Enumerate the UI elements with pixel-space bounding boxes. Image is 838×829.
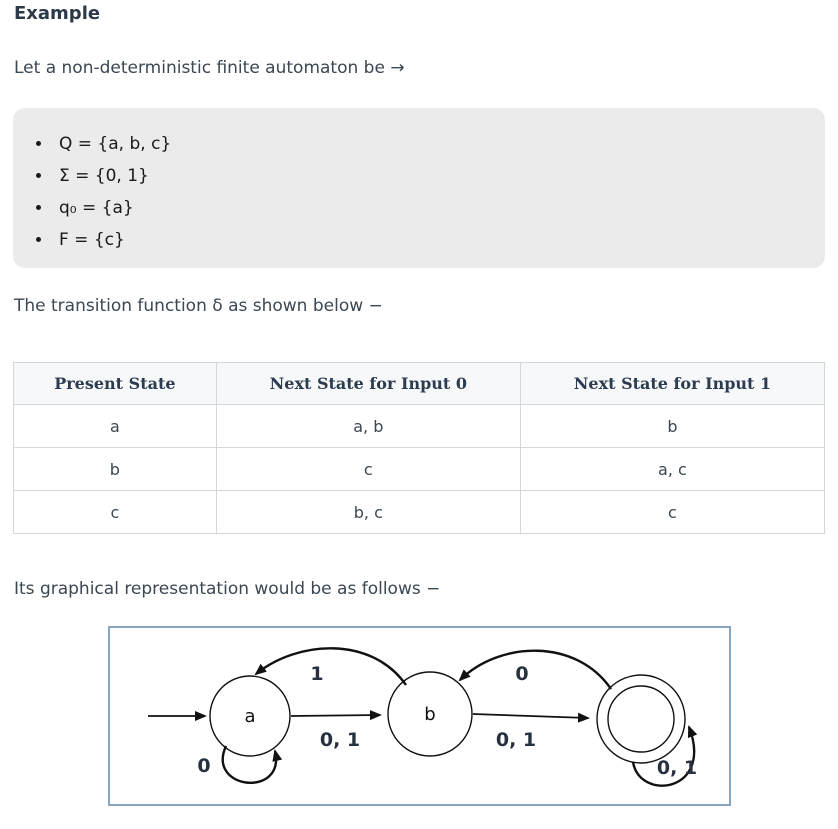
definition-box [13,108,825,268]
cell-input1: a, c [520,448,824,491]
final-state-inner-circle [608,686,674,752]
edge-b-to-final-label: 0, 1 [495,729,536,751]
state-a-label: a [243,706,256,727]
transition-function-text: The transition function δ as shown below − [14,296,383,316]
state-b-label: b [423,704,436,725]
definition-list [37,128,805,256]
edge-b-to-a-curve [256,648,406,685]
edge-a-self-loop-label: 0 [196,755,211,777]
automaton-diagram [108,626,731,806]
edge-final-self-loop-label: 0, 1 [656,757,697,779]
cell-present: a [14,405,217,448]
edge-b-to-final [473,714,588,718]
intro-text: Let a non-deterministic finite automaton be → [14,58,405,78]
cell-input1: c [520,491,824,534]
table-header-row [14,363,825,405]
definition-item-q0: • q₀ = {a} [53,192,805,224]
transition-table-body [14,405,825,534]
edge-a-to-b [291,715,380,716]
definition-item-q: • Q = {a, b, c} [53,128,805,160]
edge-final-to-b-label: 0 [514,663,529,685]
cell-present: b [14,448,217,491]
edge-b-to-a-label: 1 [309,663,324,685]
table-row [14,448,825,491]
header-next-state-input1: Next State for Input 1 [520,363,824,405]
cell-input0: a, b [216,405,520,448]
cell-input0: c [216,448,520,491]
page [0,4,838,806]
definition-item-f: • F = {c} [53,224,805,256]
cell-input0: b, c [216,491,520,534]
table-row [14,405,825,448]
table-row [14,491,825,534]
cell-present: c [14,491,217,534]
definition-item-sigma: • Σ = {0, 1} [53,160,805,192]
header-next-state-input0: Next State for Input 0 [216,363,520,405]
transition-table-head [14,363,825,405]
transition-table [13,362,825,534]
automaton-svg [110,628,729,804]
cell-input1: b [520,405,824,448]
edge-final-to-b-curve [460,651,611,689]
header-present-state: Present State [14,363,217,405]
page-title: Example [14,3,101,24]
graphical-representation-text: Its graphical representation would be as follows − [14,579,441,599]
edge-a-to-b-label: 0, 1 [319,729,360,751]
